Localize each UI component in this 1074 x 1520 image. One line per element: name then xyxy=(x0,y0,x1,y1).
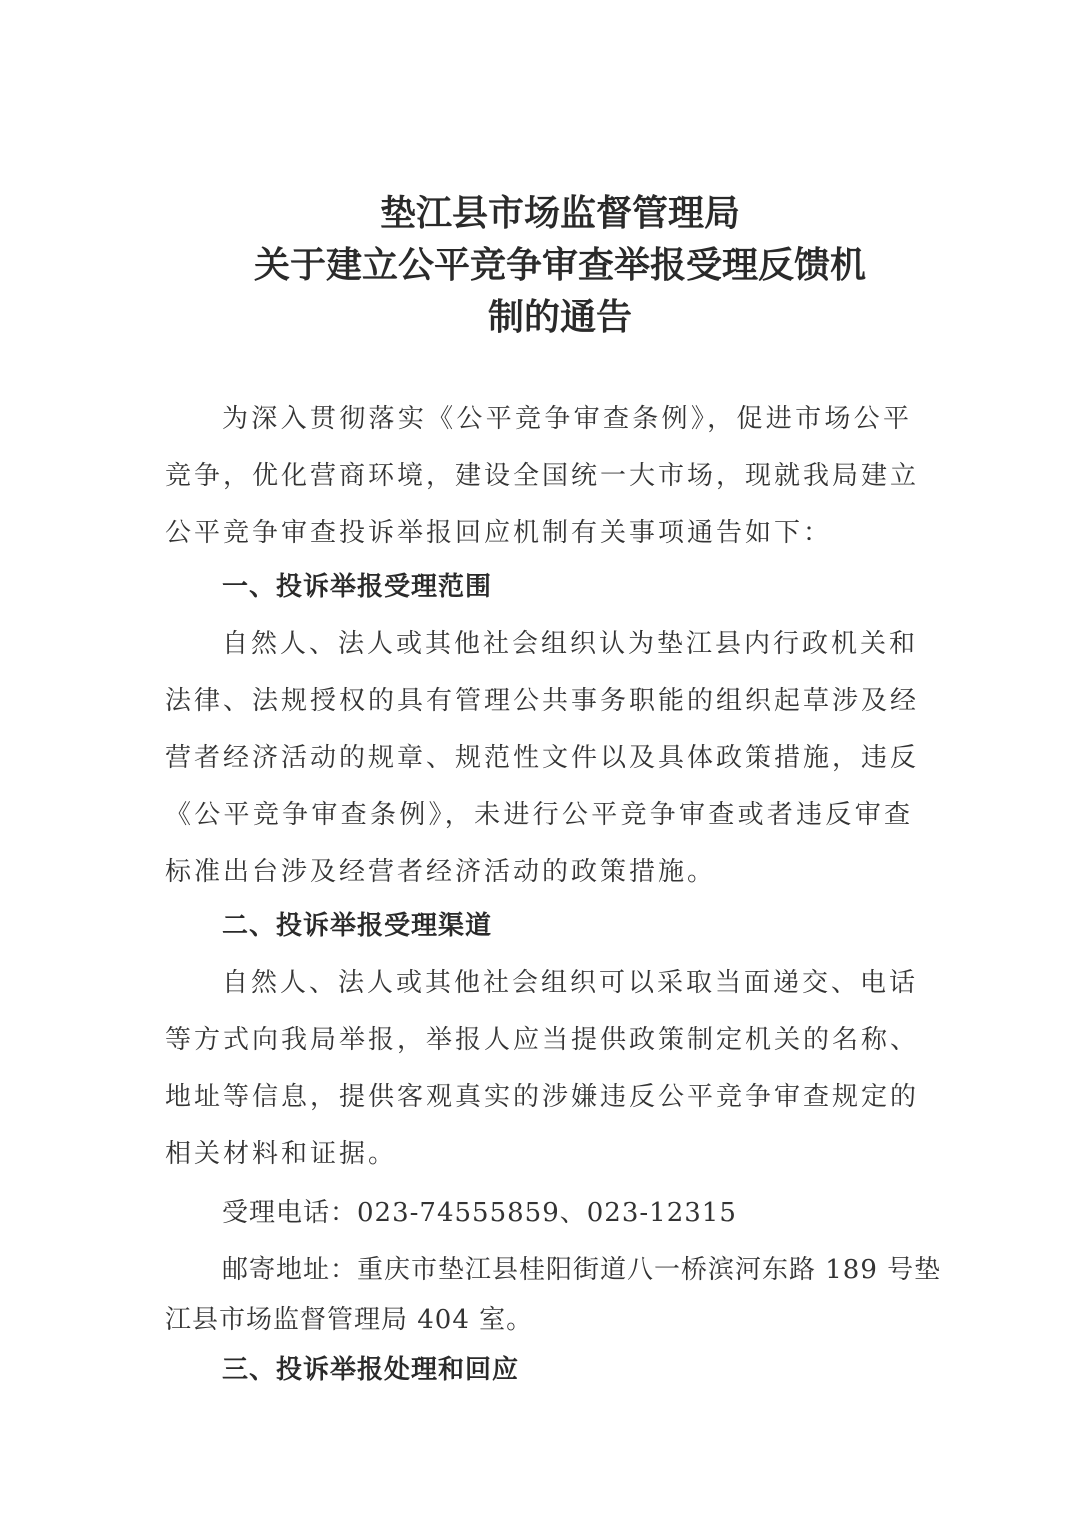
intro-line-2: 竞争，优化营商环境，建设全国统一大市场，现就我局建立 xyxy=(165,461,920,491)
section-2-line-2: 等方式向我局举报，举报人应当提供政策制定机关的名称、 xyxy=(165,1025,920,1055)
address-line-1: 邮寄地址：重庆市垫江县桂阳街道八一桥滨河东路 189 号垫 xyxy=(222,1255,942,1285)
section-1-line-4: 《公平竞争审查条例》，未进行公平竞争审查或者违反审查 xyxy=(165,800,913,830)
section-2-line-1: 自然人、法人或其他社会组织可以采取当面递交、电话 xyxy=(222,968,919,998)
phone-line: 受理电话：023-74555859、023-12315 xyxy=(222,1198,737,1228)
section-2-heading: 二、投诉举报受理渠道 xyxy=(222,911,493,941)
section-1-line-5: 标准出台涉及经营者经济活动的政策措施。 xyxy=(165,857,717,887)
intro-line-1: 为深入贯彻落实《公平竞争审查条例》，促进市场公平 xyxy=(222,404,912,434)
section-2-line-3: 地址等信息，提供客观真实的涉嫌违反公平竞争审查规定的 xyxy=(165,1082,920,1112)
section-1-line-3: 营者经济活动的规章、规范性文件以及具体政策措施，违反 xyxy=(165,743,920,773)
section-2-line-4: 相关材料和证据。 xyxy=(165,1139,398,1169)
document-title-line-2: 关于建立公平竞争审查举报受理反馈机 xyxy=(253,245,866,286)
intro-line-3: 公平竞争审查投诉举报回应机制有关事项通告如下： xyxy=(165,518,833,548)
address-line-2: 江县市场监督管理局 404 室。 xyxy=(165,1305,534,1335)
section-3-heading: 三、投诉举报处理和回应 xyxy=(222,1355,520,1385)
section-1-heading: 一、投诉举报受理范围 xyxy=(222,572,493,602)
section-1-line-2: 法律、法规授权的具有管理公共事务职能的组织起草涉及经 xyxy=(165,686,920,716)
section-1-line-1: 自然人、法人或其他社会组织认为垫江县内行政机关和 xyxy=(222,629,919,659)
document-title-line-1: 垫江县市场监督管理局 xyxy=(379,193,740,234)
document-title-line-3: 制的通告 xyxy=(487,297,632,338)
